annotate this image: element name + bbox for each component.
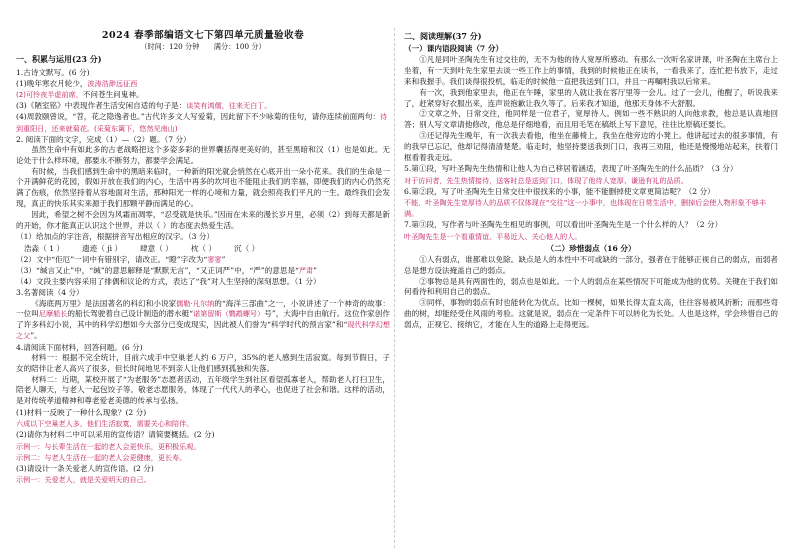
q3-text-4: 号”，大海中自由航行。这位作家创作了许多科幻小说，其中的科学幻想如今大部分已变成现实，因此被人们誉为“科学时代的预言家”和“: [16, 309, 390, 330]
right-column: [404, 0, 778, 560]
q2-3: （3）“缄言又止”中，“缄”的意思解释是“默默无言”，“又正词严”中，“严”的意思是“严肃”: [16, 266, 318, 276]
q2-passage-2: 有时候，当我们感到生命中的黑暗来临时，一种新的阳光就会悄然在心底开出一朵小花来。我们的生命是一个开满鲜花的花园，假如开放在我们的内心，生活中再多的坎坷也不能阻止我们的幸福，即便我们的内心仍然充满了伤痕，依然坚持着从容地面对生活，那种阳光一样的心境和力量，就会照亮我们平凡的一生。最终我们会发现，真正的快乐其实来源于我们那颗平静而满足的心。: [16, 166, 390, 209]
q3-answer-4: 现代科学幻想之父: [16, 320, 390, 341]
q3-answer-3: 诺第留斯（鹦鹉螺号）: [193, 309, 265, 319]
q3-answer-1: 儒勒·凡尔纳: [176, 298, 215, 308]
passage-1-para-2: ②文章之外，日常交往，他同样是一位君子，宽厚待人。例如一些不熟识的人向他求教，他总是认真地回答；别人写文章请他修改，他总是仔细地看，而且用毛笔在稿纸上写下意见，往往比原稿还要长。: [404, 109, 778, 130]
q2-3-text: （3）“缄言又止”中，“缄”的意思解释是“默默无言”，“又正词严”中，“严”的意思是“: [16, 266, 299, 276]
q4-material-2: 材料二：近期，某校开展了“为老服务”志愿者活动，五年级学生到社区看望孤寡老人，帮助老人打扫卫生，陪老人聊天，与老人一起包饺子等。敬老志愿服务，体现了一代代人的孝心，也促进了社会和谐。这样的活动，是对传统孝道精神和尊老爱老美德的传承与弘扬。: [16, 374, 390, 406]
exam-meta: （时间：120 分钟 满分：100 分）: [140, 42, 266, 52]
q2-2-text: （2）文中“佢厄”一词中有错别字，请改正。“瞪”字改为“: [16, 254, 208, 264]
q2-1-option: 枕（ ）: [190, 243, 217, 253]
q6-stem: 6.第②段，写了叶圣陶先生日常交往中很找来的小事，能不能删掉使文章更简洁呢？（2 分）: [404, 186, 715, 196]
q3-text-2: 的“海洋三部曲”之一，小说讲述了一个神奇的故事：一位叫: [16, 298, 390, 319]
passage-2-para-1: ①人有弱点，谁都难以免除。缺点是人的本性中不可或缺的一部分，强者在于能够正视自己的弱点，而弱者总是想方设法掩盖自己的弱点。: [404, 255, 778, 275]
q3-text-1: 《海底两万里》是法国著名的科幻和小说家: [31, 298, 177, 308]
q2-1-options: [16, 243, 390, 254]
q7-stem: 7.第③段，写作者与叶圣陶先生相见的事例，可以看出叶圣陶先生是一个什么样的人？（2 分）: [404, 220, 723, 230]
q2-1-option: 肆意（ ）: [140, 243, 173, 253]
q4-material-1: 材料一：根据不完全统计，目前六成手中空巢老人约 6 万户，35%的老人感到生活寂寞。每到节假日，子女的陪伴让老人高兴了很多，但长时间地见不到亲人让他们感到孤独和失落。: [16, 353, 390, 373]
q6-answer: 不能，叶圣陶先生宽厚待人的品质不仅体现在“交往”这一小事中，也体现在日常生活中，删掉后会使人物形象不够丰满。: [404, 197, 767, 219]
q2-1-option: 沉（ ）: [234, 243, 260, 253]
q2-2-answer: 寥寥: [207, 254, 222, 264]
q4-2-answer-2: 示例二：与老人生活在一起的老人会更健康，更长寿。: [16, 452, 187, 462]
q1-2-text: 不问苍生问鬼神。: [82, 90, 144, 100]
q1-stem: 1.古诗文默写。(6 分): [16, 67, 90, 77]
passage-2-para-2: ②事物总是具有两面性的，弱点也是如此。一个人的弱点在某些情况下可能成为他的优势。关键在于我们如何看待和利用自己的弱点。: [404, 276, 778, 297]
q7-answer: 叶圣陶先生是一个看重情谊、平易近人、关心他人的人。: [404, 231, 582, 241]
q2-3-answer: 严肃: [298, 266, 314, 276]
q3-stem: 3.名著阅读（4 分）: [16, 288, 84, 298]
section2-title: 二、阅读理解(37 分): [404, 31, 482, 41]
q2-1-stem: （1）给加点的字注音，根据拼音写出相应的汉字。（3 分）: [16, 232, 215, 242]
q4-2-stem: (2)请你为材料二中可以采用的宣传语？请简要概括。(2 分): [16, 430, 215, 440]
passage-2-para-3: ③同样，事物的弱点有时也能转化为优点。比如一棵树，如果长得太直太高，往往容易被风折断；而那些弯曲的树，却能经受住风雨的考验。这就是说，弱点在一定条件下可以转化为长处。人也是这样，学会珍惜自己的弱点，正视它、接纳它，才能在人生的道路上走得更远。: [404, 298, 778, 329]
q5-stem: 5.第①段，写叶圣陶先生热情和让他人为自己移居着涵适，表现了叶圣陶先生的什么品质？（3 分）: [404, 164, 738, 174]
q2-2: （2）文中“佢厄”一词中有错别字，请改正。“瞪”字改为“寥寥”: [16, 254, 226, 264]
q4-stem: 4.请阅读下面材料，回答问题。(6 分): [16, 342, 143, 352]
q1-4-answer: 待到重阳日，还来就菊花。(采菊东篱下，悠然见南山): [16, 112, 388, 133]
q4-3-answer: 示例一：关爱老人，就是关爱明天的自己。: [16, 475, 151, 485]
q4-1-stem: (1)材料一反映了一种什么现象？(2 分): [16, 408, 147, 417]
q2-1-option: 遗迹（ jì ）: [82, 243, 123, 253]
q5-answer: 对于访问者，先生热情接待，送客时总是送到门口，体现了他待人宽厚、谦逊有礼的品质。: [404, 175, 688, 185]
q2-1-option: 浩淼（ 1 ）: [24, 243, 65, 253]
passage-1-para-1b: 有一次，我到他家里去，他正在午睡，家里的人就让我在客厅里等一会儿。过了一会儿，他醒了，听说我来了，赶紧穿好衣服出来，连声说抱歉让我久等了。后来我才知道，他那天身体不大舒服。: [404, 87, 778, 108]
q4-3-stem: (3)请设计一条关爱老人的宣传语。(2 分): [16, 464, 154, 474]
q1-1-answer: 波涛浩渺远征西: [87, 78, 138, 88]
passage-1-para-1: ①凡是同叶圣陶先生有过交往的，无不为他的待人宽厚所感动。有那么一次听名家讲课，叶圣陶在主席台上坐着，有一天到叶先生家里去谈一些工作上的事情，我到的时候他正在读书，一看我来了，连忙把书放下，走过来和我握手。我们谈得很投机，临走的时候他一直把我送到门口，并且一再嘱咐我以后常来。: [404, 55, 778, 86]
q2-passage-3: 因此，希望之树不会因为风霜而凋零，“忍受就是快乐。”因而在未来的漫长岁月里，必须（2）到每天都是新的开始，你才能真正认识这个世界，并以（ ）的态度去热爱生活。: [16, 209, 390, 230]
q1-1: [16, 78, 390, 89]
sub2-title: （二）珍惜弱点（16 分）: [546, 243, 636, 253]
passage-1-para-3: ③还记得先生晚年，有一次我去看他，他坐在藤椅上，我坐在他旁边的小凳上。他讲起过去的很多事情，有的我早已忘记，他却记得清清楚楚。临走时，他坚持要送我到门口，我再三劝阻，他还是慢慢地站起来，扶着门框看着我走远。: [404, 130, 778, 162]
q1-4-text: (4)周敦颐曾说，“苕，花之隐逸者也。”古代许多文人写爱菊，因此留下不少咏菊的佳句，请你连续前面两句：: [16, 112, 381, 122]
q2-stem: 2. 阅读下面的文字，完成（1）—（2）题。（7 分）: [16, 134, 191, 144]
q3-text: [16, 299, 390, 342]
q2-4: （4）文段主要内容采用了排偶和议论的方式，表达了“我”对人生坚持的深刻思想。（1 分）: [16, 277, 321, 287]
q3-text-3: 的船长驾驶着自己设计制造的潜水艇“: [67, 309, 194, 319]
q3-text-5: ”。: [30, 331, 42, 341]
q1-4: [16, 111, 390, 133]
q2-passage-1: 虽然生命中有如此多的古老战略把这个多姿多彩的世界囊括得更美好的，甚至黑暗和汉（1）也是如此。无论处于什么样环境，都要永不断努力，都要学会满足。: [16, 145, 390, 165]
q1-2: [16, 89, 390, 100]
q1-3-answer: 谈笑有鸿儒，往来无白丁。: [186, 101, 272, 111]
q1-3: [16, 100, 390, 111]
section1-title: 一、积累与运用(23 分): [16, 54, 102, 65]
q1-2-answer: (2)可怜夜半虚前席，: [16, 90, 83, 100]
q4-1-answer: 六成以下空巢老人多，他们生活寂寞，需要关心和陪伴。: [16, 419, 194, 429]
q4-2-answer: 示例一：与长辈生活在一起的老人会更快乐，更积极乐观。: [16, 441, 201, 451]
column-divider: [394, 28, 395, 548]
sub1-title: （一）课内语段阅读（7 分）: [404, 44, 504, 54]
q1-3-text: (3)《陋室铭》中表现作者生活安闲自适的句子是：: [16, 101, 187, 111]
exam-title: 2024 春季部编语文七下第四单元质量验收卷: [101, 30, 305, 41]
q1-1-text: (1)晚年寒衣月轮少，: [16, 78, 88, 88]
left-column: [16, 0, 390, 560]
q3-answer-2: 尼摩船长: [38, 309, 68, 319]
